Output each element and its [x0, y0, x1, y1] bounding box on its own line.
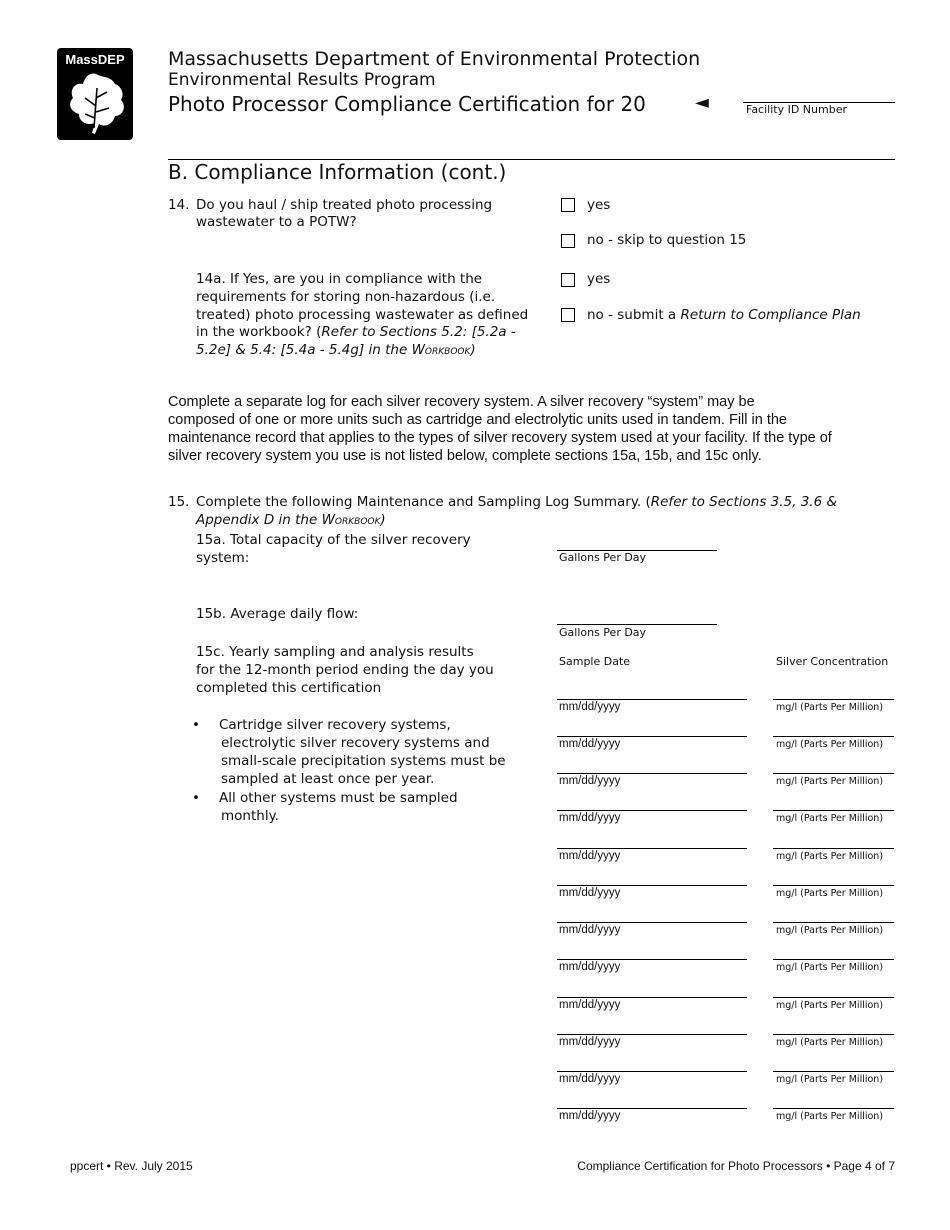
- silver-concentration-label: mg/l (Parts Per Million): [776, 962, 884, 973]
- silver-concentration-label: mg/l (Parts Per Million): [776, 813, 884, 824]
- silver-concentration-input-line[interactable]: [773, 1108, 894, 1109]
- sample-date-label: mm/dd/yyyy: [559, 1073, 621, 1085]
- silver-concentration-label: mg/l (Parts Per Million): [776, 1000, 884, 1011]
- facility-id-label: Facility ID Number: [746, 103, 847, 116]
- q14-yes-checkbox[interactable]: [561, 198, 575, 212]
- sample-date-label: mm/dd/yyyy: [559, 887, 621, 899]
- sample-date-label: mm/dd/yyyy: [559, 1110, 621, 1122]
- q14a-no-checkbox[interactable]: [561, 308, 575, 322]
- footer-page-info: Compliance Certification for Photo Processors • Page 4 of 7: [577, 1159, 895, 1173]
- q14-no-label: no - skip to question 15: [587, 232, 747, 248]
- sample-date-label: mm/dd/yyyy: [559, 775, 621, 787]
- q15b-text: 15b. Average daily flow:: [196, 606, 359, 622]
- q15b-input-line[interactable]: [557, 624, 717, 625]
- q14a-yes-label: yes: [587, 271, 611, 287]
- sample-date-label: mm/dd/yyyy: [559, 924, 621, 936]
- massdep-logo: [57, 48, 133, 140]
- q15-line1-plain: Complete the following Maintenance and Sampling Log Summary. (: [196, 494, 651, 510]
- q14a-line4-italic: Refer to Sections 5.2: [5.2a -: [321, 324, 516, 340]
- q14a-line4-plain: in the workbook? (: [196, 324, 322, 340]
- silver-concentration-input-line[interactable]: [773, 959, 894, 960]
- bullet-dot-1: •: [192, 717, 200, 733]
- q15-line2-italic: Appendix D in the: [196, 512, 322, 528]
- sample-date-label: mm/dd/yyyy: [559, 812, 621, 824]
- oak-leaf-icon: [61, 68, 131, 138]
- silver-concentration-label: mg/l (Parts Per Million): [776, 925, 884, 936]
- q15c-text-line3: completed this certification: [196, 680, 382, 696]
- q14a-workbook-ref: Workbook): [411, 342, 476, 358]
- silver-concentration-input-line[interactable]: [773, 885, 894, 886]
- bullet1-line2: electrolytic silver recovery systems and: [221, 735, 490, 751]
- silver-concentration-input-line[interactable]: [773, 810, 894, 811]
- silver-concentration-input-line[interactable]: [773, 699, 894, 700]
- q14-no-checkbox[interactable]: [561, 234, 575, 248]
- q14a-line5-italic: 5.2e] & 5.4: [5.4a - 5.4g] in the: [196, 342, 412, 358]
- form-title: Photo Processor Compliance Certification for 20: [168, 92, 646, 116]
- paragraph-line3: maintenance record that applies to the types of silver recovery system used at your facility. If the type of: [168, 430, 832, 446]
- bullet2-line2: monthly.: [221, 808, 279, 824]
- silver-concentration-label: mg/l (Parts Per Million): [776, 702, 884, 713]
- silver-concentration-input-line[interactable]: [773, 1071, 894, 1072]
- silver-concentration-input-line[interactable]: [773, 848, 894, 849]
- silver-concentration-label: mg/l (Parts Per Million): [776, 739, 884, 750]
- sample-date-header: Sample Date: [559, 655, 631, 668]
- q14-yes-label: yes: [587, 197, 611, 213]
- silver-concentration-label: mg/l (Parts Per Million): [776, 1037, 884, 1048]
- sample-date-label: mm/dd/yyyy: [559, 999, 621, 1011]
- q14-text-line2: wastewater to a POTW?: [196, 214, 357, 230]
- bullet1-line3: small-scale precipitation systems must be: [221, 753, 506, 769]
- q15c-text-line1: 15c. Yearly sampling and analysis results: [196, 644, 474, 660]
- silver-concentration-input-line[interactable]: [773, 922, 894, 923]
- section-title: B. Compliance Information (cont.): [168, 160, 507, 184]
- bullet1-line1: Cartridge silver recovery systems,: [219, 717, 451, 733]
- paragraph-line4: silver recovery system you use is not listed below, complete sections 15a, 15b, and 15c only.: [168, 448, 762, 464]
- q15a-text-line2: system:: [196, 550, 250, 566]
- q15-text-line2: [196, 512, 386, 530]
- sample-date-label: mm/dd/yyyy: [559, 701, 621, 713]
- q14a-no-italic: Return to Compliance Plan: [680, 307, 861, 323]
- bullet1-line4: sampled at least once per year.: [221, 771, 435, 787]
- silver-concentration-input-line[interactable]: [773, 997, 894, 998]
- q14-text-line1: Do you haul / ship treated photo processing: [196, 197, 493, 213]
- q14a-yes-checkbox[interactable]: [561, 273, 575, 287]
- q14a-no-plain: no - submit a: [587, 307, 681, 323]
- q15b-unit: Gallons Per Day: [559, 626, 647, 639]
- q14a-text-line4: [196, 324, 516, 342]
- q15c-text-line2: for the 12-month period ending the day you: [196, 662, 494, 678]
- q15-number: 15.: [168, 494, 190, 510]
- q14a-text-line1: 14a. If Yes, are you in compliance with the: [196, 271, 483, 287]
- silver-concentration-input-line[interactable]: [773, 1034, 894, 1035]
- bullet-dot-2: •: [192, 790, 200, 806]
- q14a-text-line5: [196, 342, 476, 360]
- arrow-left-icon: ◄: [695, 92, 709, 113]
- sample-date-label: mm/dd/yyyy: [559, 1036, 621, 1048]
- q15-workbook-ref: Workbook): [321, 512, 386, 528]
- sample-date-label: mm/dd/yyyy: [559, 850, 621, 862]
- q15-line1-italic: Refer to Sections 3.5, 3.6 &: [650, 494, 838, 510]
- footer-revision: ppcert • Rev. July 2015: [70, 1159, 193, 1173]
- bullet2-line1: All other systems must be sampled: [219, 790, 458, 806]
- paragraph-line2: composed of one or more units such as cartridge and electrolytic units used in tandem. Fill in the: [168, 412, 787, 428]
- silver-concentration-label: mg/l (Parts Per Million): [776, 1111, 884, 1122]
- q14a-no-label: [587, 307, 861, 324]
- silver-concentration-input-line[interactable]: [773, 736, 894, 737]
- silver-concentration-header: Silver Concentration: [776, 655, 889, 668]
- paragraph-line1: Complete a separate log for each silver recovery system. A silver recovery “system” may be: [168, 394, 755, 410]
- silver-concentration-label: mg/l (Parts Per Million): [776, 776, 884, 787]
- silver-concentration-input-line[interactable]: [773, 773, 894, 774]
- q14-number: 14.: [168, 197, 190, 213]
- instructions-paragraph: [168, 393, 888, 465]
- q15a-text-line1: 15a. Total capacity of the silver recovery: [196, 532, 471, 548]
- silver-concentration-label: mg/l (Parts Per Million): [776, 1074, 884, 1085]
- q14a-text-line3: treated) photo processing wastewater as defined: [196, 307, 529, 323]
- q14a-text-line2: requirements for storing non-hazardous (i.e.: [196, 289, 496, 305]
- q15-text-line1: [196, 494, 837, 512]
- silver-concentration-label: mg/l (Parts Per Million): [776, 851, 884, 862]
- q15a-unit: Gallons Per Day: [559, 551, 647, 564]
- sample-date-label: mm/dd/yyyy: [559, 961, 621, 973]
- sample-date-label: mm/dd/yyyy: [559, 738, 621, 750]
- silver-concentration-label: mg/l (Parts Per Million): [776, 888, 884, 899]
- logo-text: MassDEP: [65, 52, 125, 67]
- agency-name: Massachusetts Department of Environmental Protection: [168, 48, 701, 70]
- program-name: Environmental Results Program: [168, 70, 436, 90]
